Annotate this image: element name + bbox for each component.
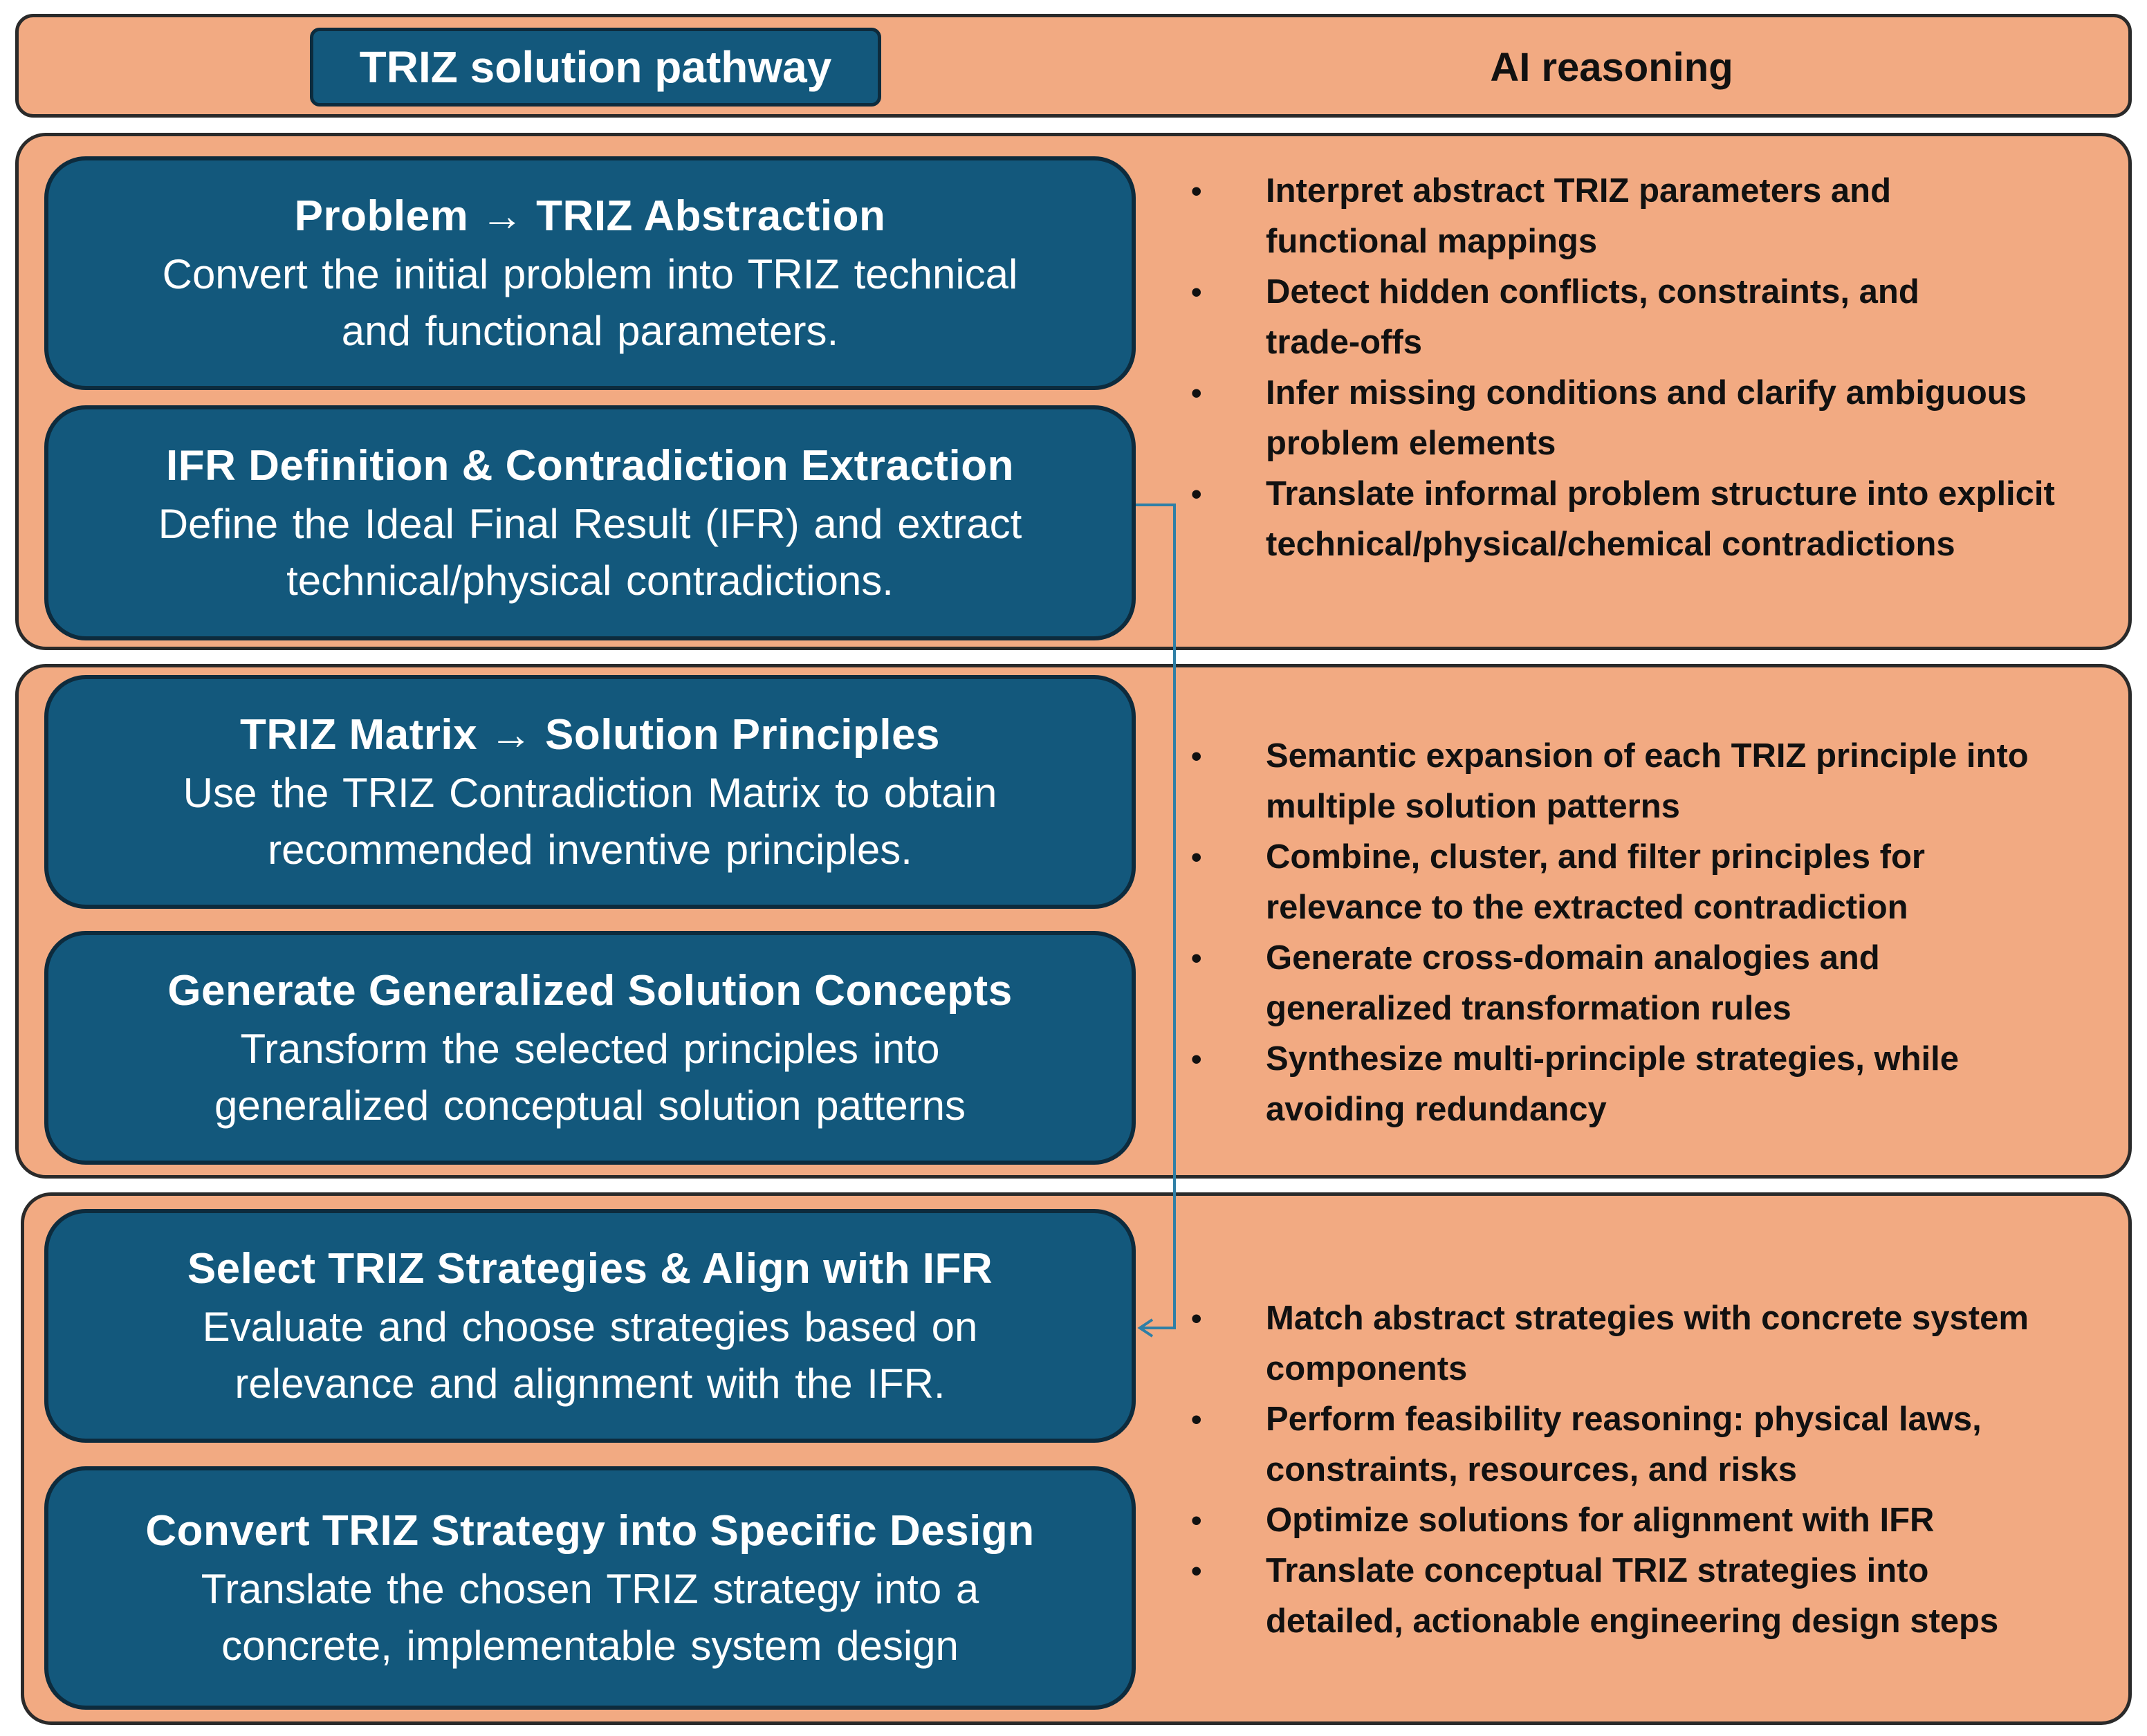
ai-reasoning-list-2: [1190, 731, 2117, 1135]
bullet-dot-icon: •: [1191, 1042, 1202, 1076]
step-title: IFR Definition & Contradiction Extraction: [165, 442, 1015, 490]
triz-pathway-header: TRIZ solution pathway: [310, 28, 881, 107]
step-description: Transform the selected principles into: [240, 1026, 940, 1072]
step-description: Translate the chosen TRIZ strategy into a: [201, 1566, 979, 1612]
step-description: Evaluate and choose strategies based on: [202, 1304, 978, 1350]
ai-reasoning-list-3: [1190, 1293, 2117, 1647]
reasoning-bullet: • Infer missing conditions and clarify ambiguous problem elements: [1190, 368, 2117, 469]
bullet-dot-icon: •: [1191, 1403, 1202, 1437]
bullet-dot-icon: •: [1191, 1302, 1202, 1336]
ai-reasoning-header: AI reasoning: [1490, 44, 1733, 90]
reasoning-bullet: • Match abstract strategies with concrete system components: [1190, 1293, 2117, 1394]
reasoning-bullet: • Translate conceptual TRIZ strategies into detailed, actionable engineering design steps: [1190, 1546, 2117, 1647]
step-title: Convert TRIZ Strategy into Specific Design: [145, 1507, 1035, 1555]
step-description: Use the TRIZ Contradiction Matrix to obtain: [183, 770, 997, 816]
ai-reasoning-list-1: [1190, 166, 2117, 570]
reasoning-bullet: • Perform feasibility reasoning: physical laws, constraints, resources, and risks: [1190, 1394, 2117, 1495]
bullet-dot-icon: •: [1191, 376, 1202, 410]
step-title: Select TRIZ Strategies & Align with IFR: [187, 1245, 993, 1293]
reasoning-bullet: • Translate informal problem structure into explicit technical/physical/chemical contradictions: [1190, 469, 2117, 570]
bullet-dot-icon: •: [1191, 739, 1202, 773]
step-title: Generate Generalized Solution Concepts: [167, 967, 1013, 1015]
step-description: and functional parameters.: [341, 308, 839, 354]
bullet-dot-icon: •: [1191, 275, 1202, 309]
bullet-dot-icon: •: [1191, 1554, 1202, 1588]
step-description: Convert the initial problem into TRIZ technical: [162, 251, 1018, 297]
reasoning-bullet: • Semantic expansion of each TRIZ principle into multiple solution patterns: [1190, 731, 2117, 832]
step-description: technical/physical contradictions.: [286, 557, 894, 604]
reasoning-bullet: • Generate cross-domain analogies and generalized transformation rules: [1190, 933, 2117, 1034]
step-title: Problem → TRIZ Abstraction: [294, 192, 886, 240]
bullet-dot-icon: •: [1191, 1504, 1202, 1538]
bullet-dot-icon: •: [1191, 477, 1202, 511]
step-description: generalized conceptual solution patterns: [214, 1082, 966, 1129]
bullet-dot-icon: •: [1191, 941, 1202, 975]
reasoning-bullet: • Synthesize multi-principle strategies, while avoiding redundancy: [1190, 1034, 2117, 1135]
step-description: Define the Ideal Final Result (IFR) and extract: [158, 501, 1022, 547]
connector-line: [1136, 505, 1174, 1328]
step-description: relevance and alignment with the IFR.: [234, 1360, 946, 1407]
reasoning-bullet: • Interpret abstract TRIZ parameters and functional mappings: [1190, 166, 2117, 267]
bullet-dot-icon: •: [1191, 174, 1202, 208]
reasoning-bullet: • Combine, cluster, and filter principles for relevance to the extracted contradiction: [1190, 832, 2117, 933]
step-description: concrete, implementable system design: [221, 1623, 959, 1669]
step-description: recommended inventive principles.: [268, 827, 912, 873]
step-title: TRIZ Matrix → Solution Principles: [239, 711, 941, 759]
bullet-dot-icon: •: [1191, 840, 1202, 874]
reasoning-bullet: • Optimize solutions for alignment with IFR: [1190, 1495, 2117, 1546]
reasoning-bullet: • Detect hidden conflicts, constraints, and trade-offs: [1190, 267, 2117, 368]
